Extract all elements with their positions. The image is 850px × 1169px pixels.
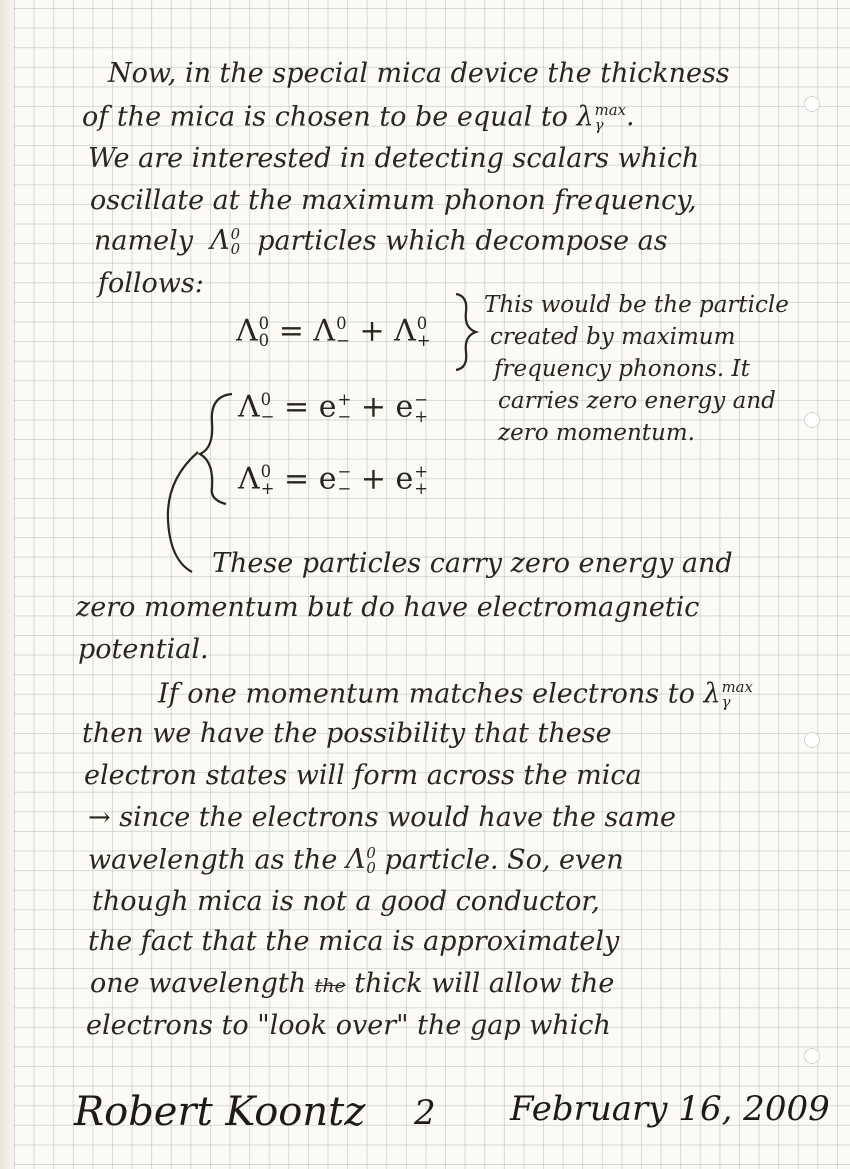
eq2-plus-sup: − [414, 390, 429, 409]
eq3-rhs: = e [284, 461, 337, 497]
Lambda-glyph: Λ [210, 225, 230, 257]
right-curly-brace [452, 292, 482, 372]
eq3-lambda: Λ [238, 461, 260, 497]
text-line-4: oscillate at the maximum phonon frequency, [90, 185, 697, 216]
margin-note-line-2: created by maximum [490, 324, 736, 350]
eq3-plus-sub: + [414, 478, 429, 498]
text-line-16: the fact that the mica is approximately [88, 926, 620, 957]
page-edge [0, 0, 14, 1169]
text-line-14-b: particle. So, even [384, 844, 624, 876]
text-line-8: zero momentum but do have electromagnetic [76, 592, 700, 623]
text-line-7: These particles carry zero energy and [212, 548, 733, 579]
margin-note-line-4: carries zero energy and [498, 388, 776, 414]
text-line-15: though mica is not a good conductor, [92, 886, 600, 917]
text-line-5 [94, 227, 668, 257]
equation-2 [238, 389, 429, 426]
equation-1 [236, 313, 431, 350]
equation-3 [238, 461, 429, 498]
margin-note-line-1: This would be the particle [484, 292, 789, 318]
text-line-14 [88, 846, 624, 876]
Lambda-glyph-2: Λ [345, 844, 366, 876]
lambda-symbol: λ [576, 101, 594, 133]
page-number: 2 [414, 1093, 436, 1133]
lambda-zero-symbol-2 [346, 844, 376, 875]
text-line-3: We are interested in detecting scalars which [88, 143, 700, 174]
eq1-sub: 0 [258, 330, 270, 350]
text-line-12: electron states will form across the mica [84, 760, 642, 791]
binder-hole [804, 1048, 820, 1064]
text-line-2 [82, 103, 635, 133]
margin-note-line-5: zero momentum. [498, 420, 695, 446]
author-signature: Robert Koontz [74, 1089, 366, 1135]
eq1-sup: 0 [258, 314, 270, 333]
eq1-mid: = Λ [278, 313, 336, 349]
eq2-sup: 0 [260, 390, 272, 409]
eq3-sup: 0 [260, 462, 272, 481]
lambda-symbol-2: λ [703, 678, 721, 710]
max-label: max [594, 101, 626, 119]
gamma-subscript-2: γ [721, 692, 731, 711]
lambda-zero-symbol [210, 225, 240, 256]
text-line-6: follows: [98, 268, 204, 299]
text-line-18: electrons to "look over" the gap which [86, 1010, 611, 1041]
eq3-rhs-sub: − [337, 478, 352, 498]
eq2-rhs-sub: − [337, 406, 352, 426]
eq2-sub: − [260, 406, 275, 426]
eq3-rhs-sup: − [337, 462, 352, 481]
eq2-plus-sub: + [414, 406, 429, 426]
superscript-0: 0 [230, 225, 241, 243]
struck-word: the [314, 975, 346, 997]
text-line-2-body: of the mica is chosen to be equal to [82, 101, 568, 133]
eq2-rhs: = e [284, 389, 337, 425]
eq1-plus: + Λ [359, 313, 416, 349]
eq3-plus-sup: + [414, 462, 429, 481]
eq3-plus: + e [360, 461, 414, 497]
max-label-2: max [721, 678, 753, 696]
eq1-mid-sup: 0 [336, 314, 347, 333]
eq2-plus: + e [360, 389, 414, 425]
eq2-rhs-sup: + [337, 390, 352, 409]
binder-hole [804, 96, 820, 112]
eq1-plus-sub: + [416, 330, 431, 350]
lambda-gamma-max: λ max γ . [576, 101, 635, 134]
arrow-symbol: → [88, 802, 111, 833]
gamma-subscript: γ [594, 115, 604, 134]
text-line-5-a: namely [94, 225, 193, 257]
eq1-mid-sub: − [336, 330, 350, 350]
binder-hole [804, 732, 820, 748]
text-line-1: Now, in the special mica device the thickness [108, 58, 730, 89]
text-line-11: then we have the possibility that these [82, 718, 612, 749]
eq1-lambda: Λ [236, 313, 258, 349]
text-line-13 [88, 804, 676, 831]
eq1-plus-sup: 0 [416, 314, 428, 333]
eq2-lambda: Λ [238, 389, 260, 425]
text-line-14-a: wavelength as the [88, 844, 338, 876]
text-line-10 [158, 680, 753, 710]
text-line-5-b: particles which decompose as [257, 225, 668, 257]
text-line-17-b: thick will allow the [354, 968, 615, 999]
subscript-0-2: 0 [366, 858, 376, 877]
superscript-0-2: 0 [366, 844, 376, 862]
margin-note-line-3: frequency phonons. It [494, 356, 750, 382]
date: February 16, 2009 [510, 1089, 830, 1129]
subscript-0: 0 [230, 239, 241, 258]
text-line-17 [90, 970, 614, 997]
eq3-sub: + [260, 478, 275, 498]
binder-hole [804, 412, 820, 428]
text-line-13-body: since the electrons would have the same [119, 802, 677, 833]
text-line-17-a: one wavelength [90, 968, 307, 999]
text-line-10-body: If one momentum matches electrons to [158, 678, 695, 710]
text-line-9: potential. [78, 634, 209, 665]
lambda-gamma-max-2 [703, 678, 752, 709]
